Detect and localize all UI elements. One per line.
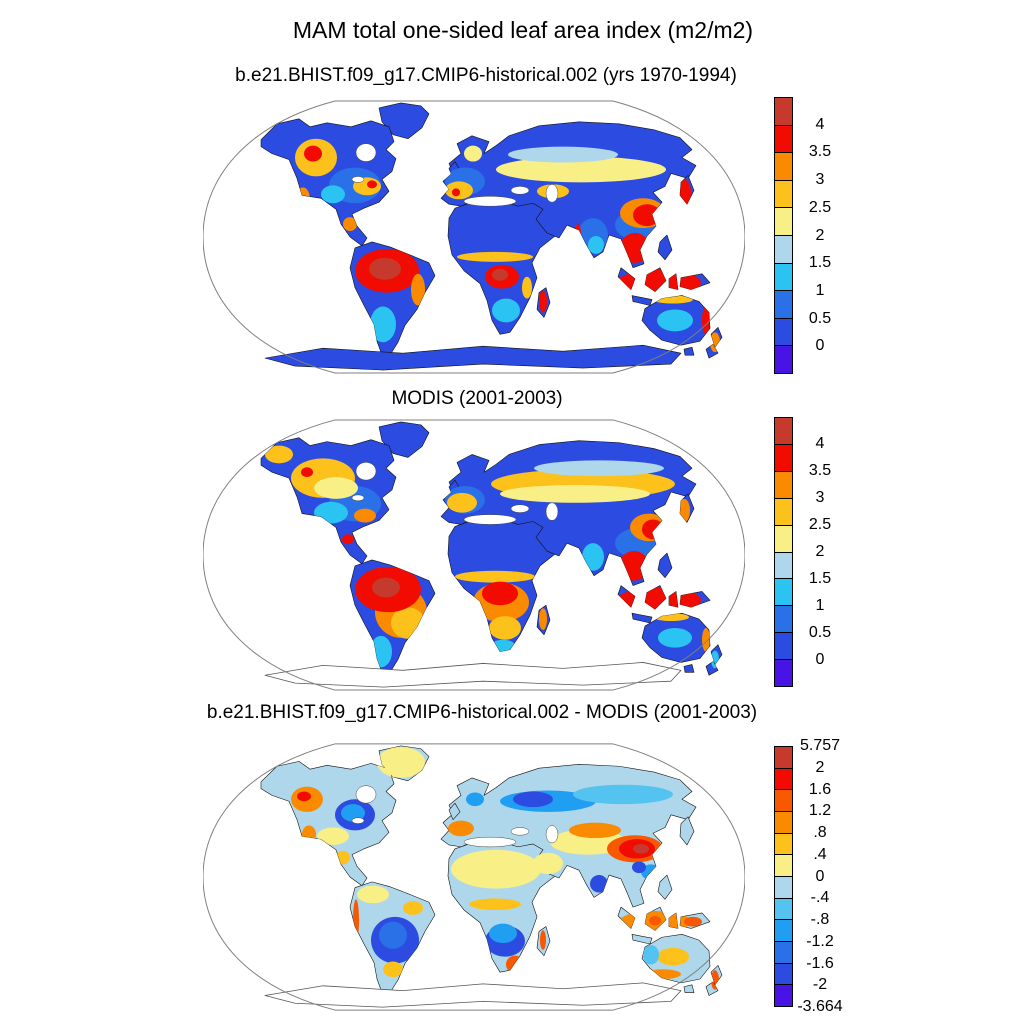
great-lakes <box>352 176 364 182</box>
region-nw-s-america <box>357 886 389 903</box>
region-congo-core <box>492 269 508 281</box>
colorbar-labels-difference <box>792 737 848 1015</box>
colorbar-tick-label: .8 <box>813 824 827 841</box>
region-greenland <box>377 747 425 778</box>
colorbar-tick-label: -.8 <box>810 911 830 928</box>
colorbar-tick-label: 0.5 <box>808 624 832 641</box>
region-new-zealand <box>710 332 720 352</box>
colorbar-tick-label: -3.664 <box>797 998 843 1015</box>
hudson-bay <box>356 786 376 803</box>
landmass-tasmania <box>684 347 694 355</box>
colorbar-tick-label: 0.5 <box>808 309 832 327</box>
panel-modis-title: MODIS (2001-2003) <box>391 388 563 409</box>
region-w-canada-core <box>297 792 311 802</box>
colorbar-tick-label: 2.5 <box>808 198 832 216</box>
colorbar-cell-amber <box>775 833 792 855</box>
colorbar-tick-label: 1.5 <box>808 570 832 587</box>
region-pampas <box>383 962 403 978</box>
colorbar-cell-red <box>775 125 792 153</box>
colorbar-tick-label: 1.5 <box>808 254 832 272</box>
colorbar-tick-label: -.4 <box>810 889 830 907</box>
region-india-south-cyan <box>588 236 604 254</box>
region-canada-spot <box>301 467 313 477</box>
colorbar-cell-red <box>775 444 792 471</box>
colorbar-tick-label: 0 <box>815 867 825 885</box>
panel-difference-title: b.e21.BHIST.f09_g17.CMIP6-historical.002 - MODIS (2001-2003) <box>206 702 758 723</box>
colorbar-cell-red <box>775 768 792 790</box>
colorbar-model <box>774 97 793 374</box>
region-brazil-ne <box>403 901 423 915</box>
region-arabia <box>533 853 563 874</box>
region-new-guinea-spot <box>684 917 702 927</box>
colorbar-cell-lightblue <box>775 235 792 263</box>
region-siberia-royal <box>513 792 553 808</box>
colorbar-tick-label: 5.757 <box>799 737 841 754</box>
region-east-africa <box>522 277 532 299</box>
colorbar-cell-amber <box>775 498 792 525</box>
colorbar-cell-lightblue <box>775 876 792 898</box>
region-amazon-core <box>372 578 400 598</box>
region-w-canada-core <box>304 146 322 162</box>
region-australia-center <box>657 948 689 965</box>
region-tibet-core <box>633 844 649 854</box>
region-scandinavia <box>464 146 482 162</box>
colorbar-cell-paleyellow <box>775 207 792 235</box>
colorbar-cell-azure <box>775 919 792 941</box>
region-siberia-north <box>534 460 664 476</box>
colorbar-cell-darkred <box>775 418 792 444</box>
colorbar-cell-orange <box>775 152 792 180</box>
colorbar-tick-label: 0 <box>815 651 825 668</box>
region-sahara <box>451 850 541 889</box>
colorbar-cell-darkred <box>775 98 792 125</box>
colorbar-tick-label: 1 <box>815 597 825 614</box>
region-borneo-spot <box>649 916 661 926</box>
region-ne-siberia <box>573 785 673 804</box>
region-us-southeast <box>354 509 376 523</box>
black-sea <box>511 505 529 513</box>
black-sea <box>511 186 529 194</box>
world-map-difference <box>203 741 745 1013</box>
colorbar-tick-label: 1.2 <box>808 802 832 820</box>
great-lakes <box>352 818 364 824</box>
region-madagascar <box>539 608 547 630</box>
colorbar-cell-blue <box>775 605 792 632</box>
region-madagascar-red <box>540 930 546 949</box>
region-boreal-canada-inner <box>314 477 358 499</box>
region-sahel <box>455 571 535 583</box>
region-amazon-south-core <box>379 922 407 949</box>
colorbar-tick-label: 3 <box>815 171 825 189</box>
region-boreal-eurasia-inner <box>500 485 650 503</box>
colorbar-tick-label: 3 <box>815 489 825 506</box>
hudson-bay <box>356 462 376 480</box>
colorbar-cell-skyblue <box>775 898 792 920</box>
colorbar-cell-orange <box>775 811 792 833</box>
mediterranean-sea <box>464 837 516 847</box>
colorbar-tick-label: 2 <box>815 758 825 776</box>
colorbar-modis <box>774 417 793 687</box>
colorbar-cell-royal <box>775 318 792 346</box>
mediterranean-sea <box>464 196 516 206</box>
panel-model-title: b.e21.BHIST.f09_g17.CMIP6-historical.002 (yrs 1970-1994) <box>235 65 737 86</box>
hudson-bay <box>356 144 376 162</box>
colorbar-cell-amber <box>775 180 792 208</box>
region-sahel-amber <box>469 898 521 910</box>
colorbar-tick-label: -1.2 <box>806 932 834 950</box>
region-madagascar-east <box>539 291 547 313</box>
colorbar-tick-label: 3.5 <box>808 462 832 479</box>
region-new-zealand <box>711 651 719 669</box>
mediterranean-sea <box>464 515 516 525</box>
colorbar-cell-blue <box>775 941 792 963</box>
region-ne-us-core <box>367 180 377 188</box>
colorbar-tick-label: 2.5 <box>808 516 832 533</box>
world-map-model <box>203 98 745 376</box>
colorbar-cell-violet <box>775 984 792 1006</box>
colorbar-tick-label: -2 <box>812 976 828 994</box>
landmass-tasmania <box>684 985 694 993</box>
region-amazon-core <box>369 258 401 280</box>
colorbar-tick-label: 4 <box>815 115 825 133</box>
main-title: MAM total one-sided leaf area index (m2/m2) <box>292 17 754 43</box>
region-australia-west-blue <box>643 945 659 964</box>
caspian-sea <box>546 184 558 202</box>
colorbar-tick-label: 1 <box>815 281 825 299</box>
region-scandinavia-blue <box>466 792 484 806</box>
region-australia-interior <box>657 309 693 331</box>
black-sea <box>511 827 529 835</box>
region-western-europe <box>447 493 477 513</box>
region-southern-africa <box>492 299 520 323</box>
caspian-sea <box>546 826 558 843</box>
region-europe <box>448 821 474 837</box>
colorbar-cell-darkred <box>775 747 792 768</box>
region-australia-interior <box>658 628 692 648</box>
colorbar-tick-label: 1.6 <box>808 780 832 798</box>
region-indochina-blue <box>632 861 646 873</box>
colorbar-cell-royal <box>775 963 792 985</box>
colorbar-cell-orange <box>775 471 792 498</box>
region-southern-africa <box>489 616 521 640</box>
colorbar-cell-royal <box>775 632 792 659</box>
colorbar-cell-cyan <box>775 263 792 291</box>
colorbar-cell-blue <box>775 290 792 318</box>
region-us-plains <box>321 185 345 203</box>
region-siberia-north <box>508 147 618 163</box>
region-kazakh-orange <box>569 823 621 839</box>
colorbar-labels-modis <box>792 417 848 687</box>
colorbar-tick-label: 3.5 <box>808 143 832 161</box>
landmass-tasmania <box>684 664 694 672</box>
colorbar-cell-cyan <box>775 578 792 605</box>
colorbar-tick-label: .4 <box>813 845 827 863</box>
colorbar-tick-label: 0 <box>815 337 825 355</box>
colorbar-cell-violet <box>775 345 792 373</box>
colorbar-tick-label: 2 <box>815 543 825 560</box>
region-europe-spot <box>452 188 460 196</box>
caspian-sea <box>546 503 558 521</box>
region-congo-mid <box>489 924 517 943</box>
colorbar-tick-label: 4 <box>815 435 825 452</box>
region-yucatan <box>342 534 354 544</box>
colorbar-difference <box>774 746 793 1007</box>
great-lakes <box>352 495 364 501</box>
region-new-zealand <box>711 970 719 989</box>
colorbar-cell-paleyellow <box>775 854 792 876</box>
colorbar-tick-label: -1.6 <box>806 954 834 972</box>
colorbar-labels-model <box>792 97 848 374</box>
region-congo <box>482 582 518 606</box>
colorbar-cell-orangered <box>775 789 792 811</box>
colorbar-cell-paleyellow <box>775 525 792 552</box>
colorbar-cell-lightblue <box>775 552 792 579</box>
region-sahel <box>457 252 533 262</box>
world-map-modis <box>203 417 745 693</box>
colorbar-cell-violet <box>775 659 792 686</box>
colorbar-tick-label: 2 <box>815 226 825 244</box>
